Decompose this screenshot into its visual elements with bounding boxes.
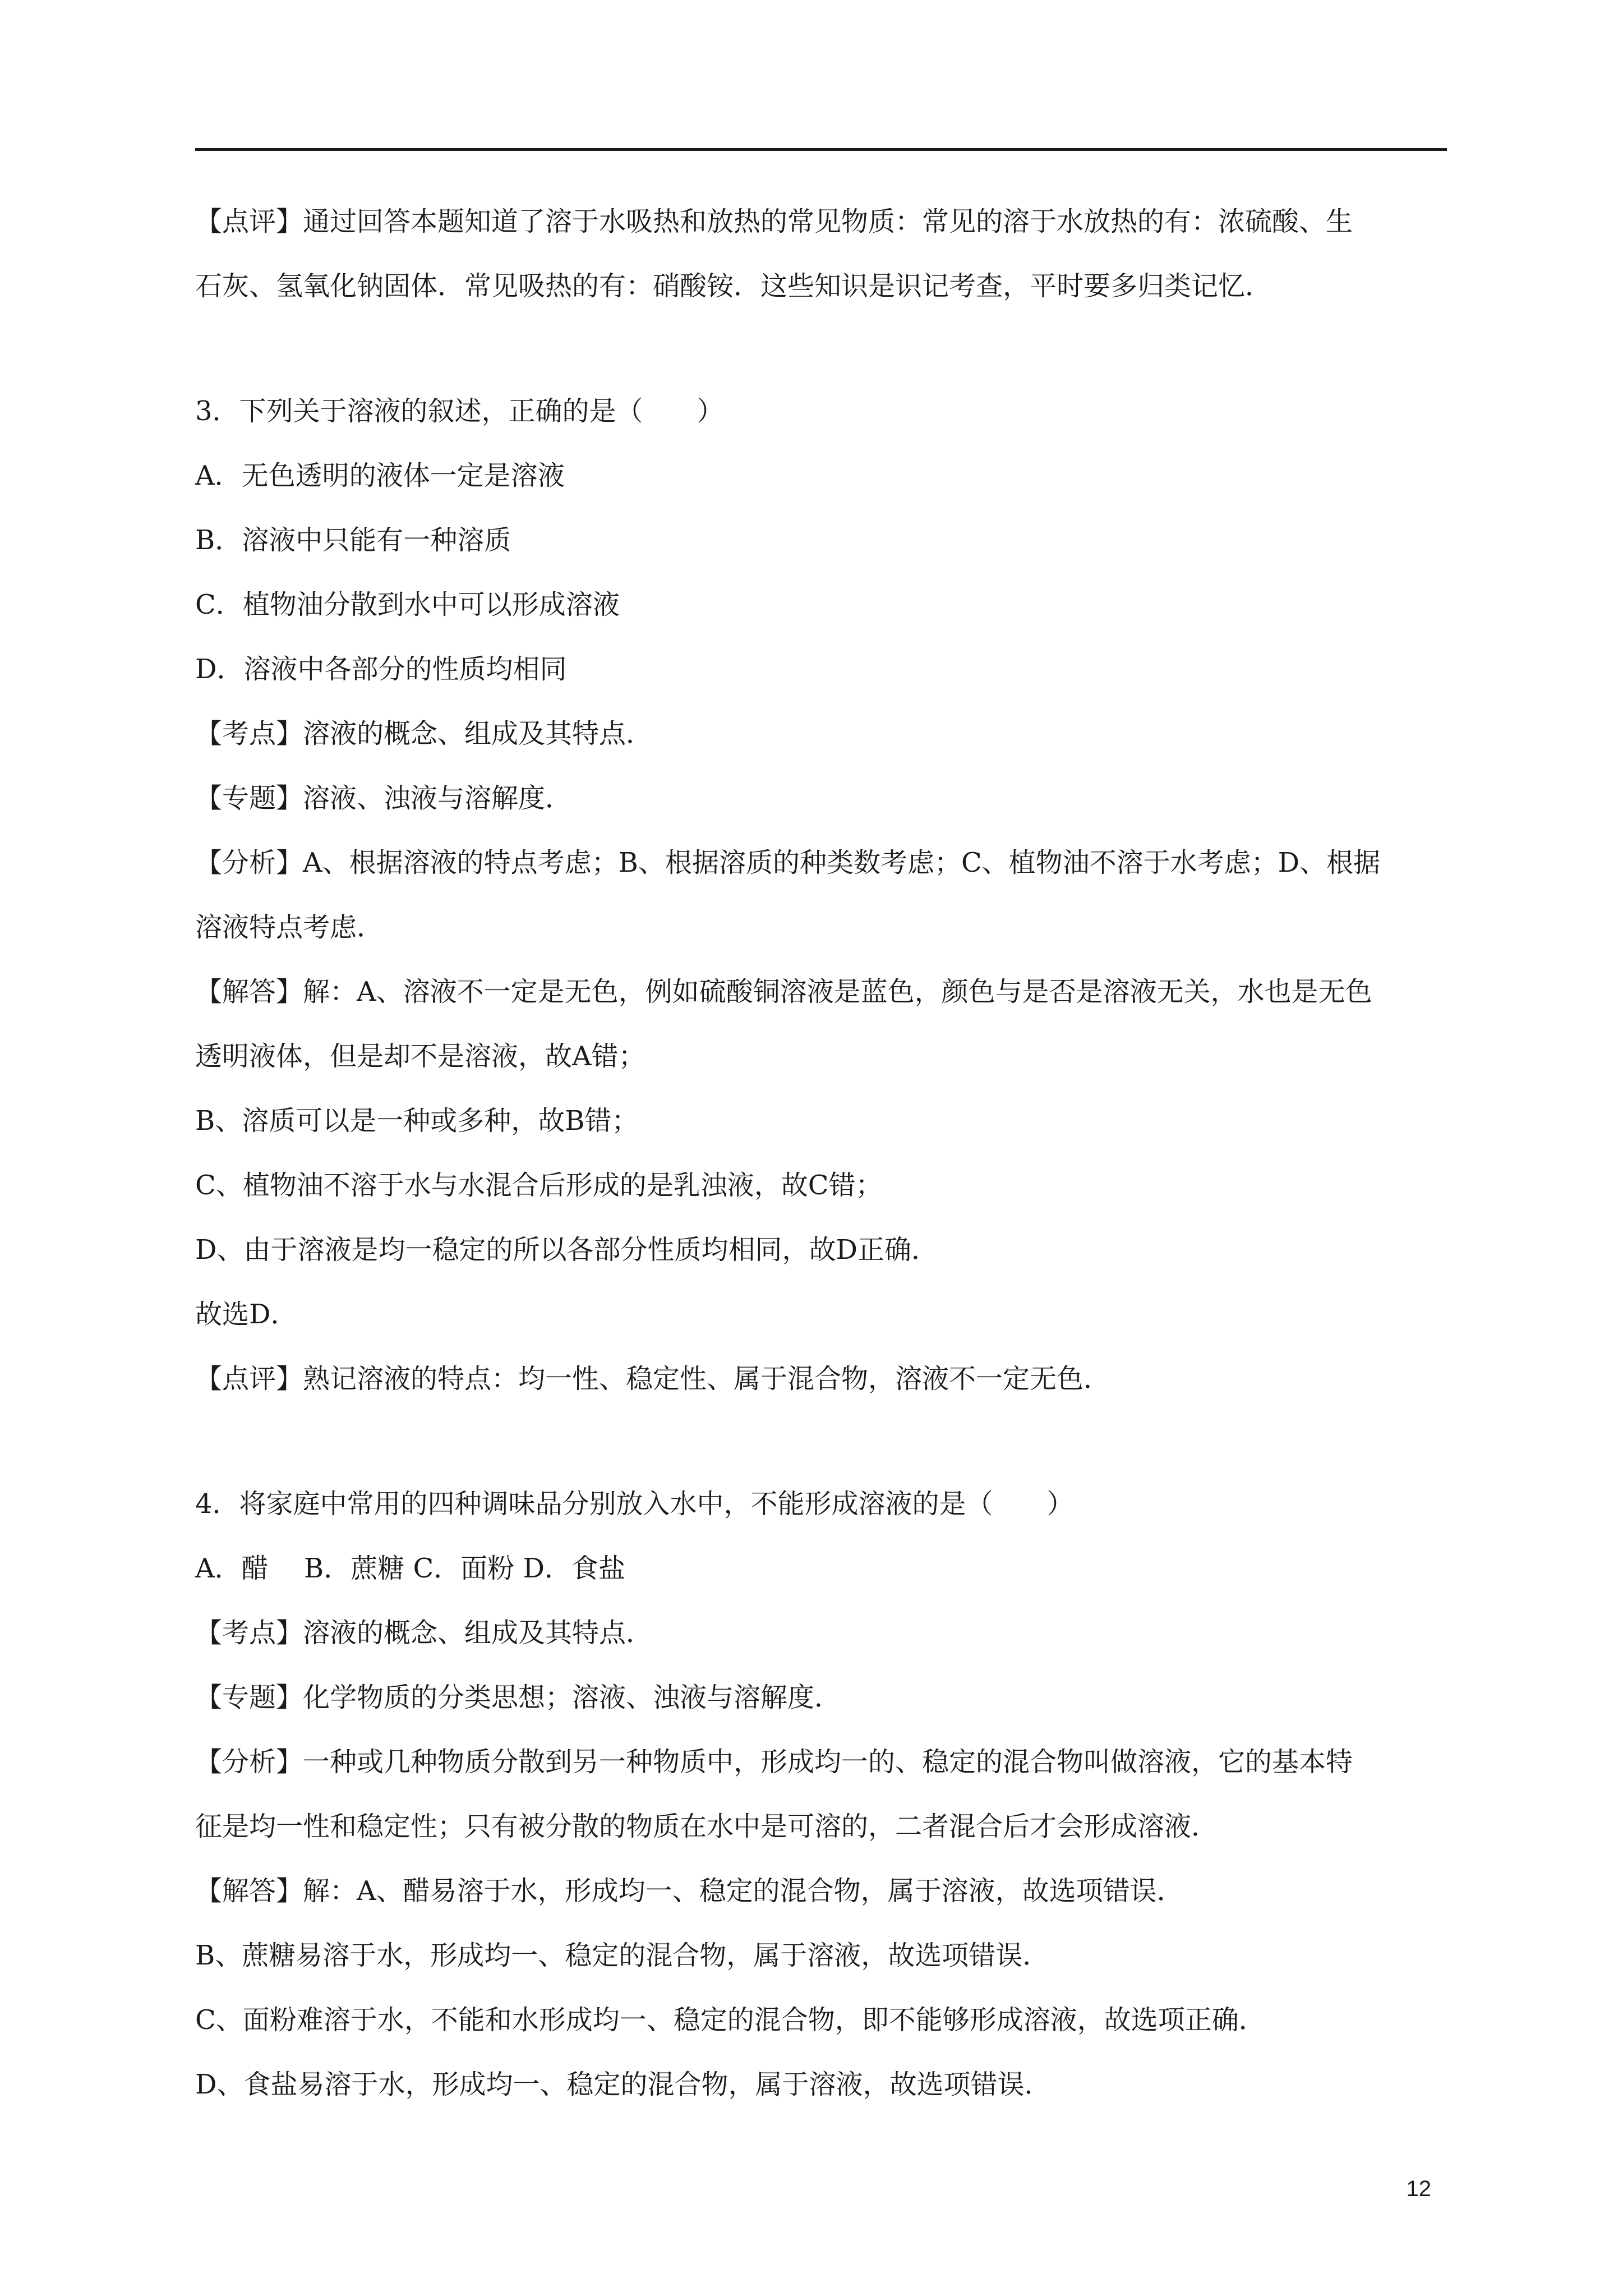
option-c: C．植物油分散到水中可以形成溶液 xyxy=(195,589,620,620)
topic: 【专题】化学物质的分类思想；溶液、浊液与溶解度． xyxy=(195,1682,842,1713)
option-b: B．溶液中只能有一种溶质 xyxy=(195,524,511,556)
text-line: 【点评】通过回答本题知道了溶于水吸热和放热的常见物质：常见的溶于水放热的有：浓硫酸、生 xyxy=(195,206,1353,237)
analysis-line: 【分析】一种或几种物质分散到另一种物质中，形成均一的、稳定的混合物叫做溶液，它的基本特 xyxy=(195,1746,1353,1778)
key-point: 【考点】溶液的概念、组成及其特点． xyxy=(195,718,653,749)
question-3-block xyxy=(195,394,1447,1396)
question-4-block xyxy=(195,1487,1447,2101)
solution-line: 【解答】解：A、醋易溶于水，形成均一、稳定的混合物，属于溶液，故选项错误． xyxy=(195,1875,1184,1907)
header-rule xyxy=(195,148,1447,151)
key-point: 【考点】溶液的概念、组成及其特点． xyxy=(195,1617,653,1649)
analysis-line: 【分析】A、根据溶液的特点考虑；B、根据溶质的种类数考虑；C、植物油不溶于水考虑；D、根据 xyxy=(195,847,1381,878)
section-gap xyxy=(195,334,1447,394)
answer-line: 故选D． xyxy=(195,1299,298,1330)
option-a: A．无色透明的液体一定是溶液 xyxy=(195,460,565,491)
comment-line: 【点评】熟记溶液的特点：均一性、稳定性、属于混合物，溶液不一定无色． xyxy=(195,1363,1111,1395)
question-stem: 4．将家庭中常用的四种调味品分别放入水中，不能形成溶液的是（ ） xyxy=(195,1488,1074,1520)
solution-line: C、面粉难溶于水，不能和水形成均一、稳定的混合物，即不能够形成溶液，故选项正确． xyxy=(195,2004,1266,2036)
solution-line: 透明液体，但是却不是溶液，故A错； xyxy=(195,1041,645,1072)
solution-line: B、蔗糖易溶于水，形成均一、稳定的混合物，属于溶液，故选项错误． xyxy=(195,1940,1050,1971)
options-line: A．醋 B．蔗糖 C．面粉 D．食盐 xyxy=(195,1553,625,1584)
text-line: 石灰、氢氧化钠固体．常见吸热的有：硝酸铵．这些知识是识记考查，平时要多归类记忆． xyxy=(195,270,1272,302)
analysis-line: 征是均一性和稳定性；只有被分散的物质在水中是可溶的，二者混合后才会形成溶液． xyxy=(195,1811,1219,1842)
solution-line: C、植物油不溶于水与水混合后形成的是乳浊液，故C错； xyxy=(195,1170,883,1201)
page-number: 12 xyxy=(1406,2177,1431,2201)
q2-comment-block xyxy=(195,205,1447,303)
option-d: D．溶液中各部分的性质均相同 xyxy=(195,654,567,685)
topic: 【专题】溶液、浊液与溶解度． xyxy=(195,783,573,814)
question-stem: 3．下列关于溶液的叙述，正确的是（ ） xyxy=(195,395,724,427)
page-content xyxy=(195,205,1447,2132)
solution-line: D、食盐易溶于水，形成均一、稳定的混合物，属于溶液，故选项错误． xyxy=(195,2069,1052,2100)
solution-line: 【解答】解：A、溶液不一定是无色，例如硫酸铜溶液是蓝色，颜色与是否是溶液无关，水也是无色 xyxy=(195,976,1372,1007)
analysis-line: 溶液特点考虑． xyxy=(195,912,384,943)
section-gap xyxy=(195,1427,1447,1487)
solution-line: B、溶质可以是一种或多种，故B错； xyxy=(195,1105,639,1137)
solution-line: D、由于溶液是均一稳定的所以各部分性质均相同，故D正确． xyxy=(195,1234,938,1266)
